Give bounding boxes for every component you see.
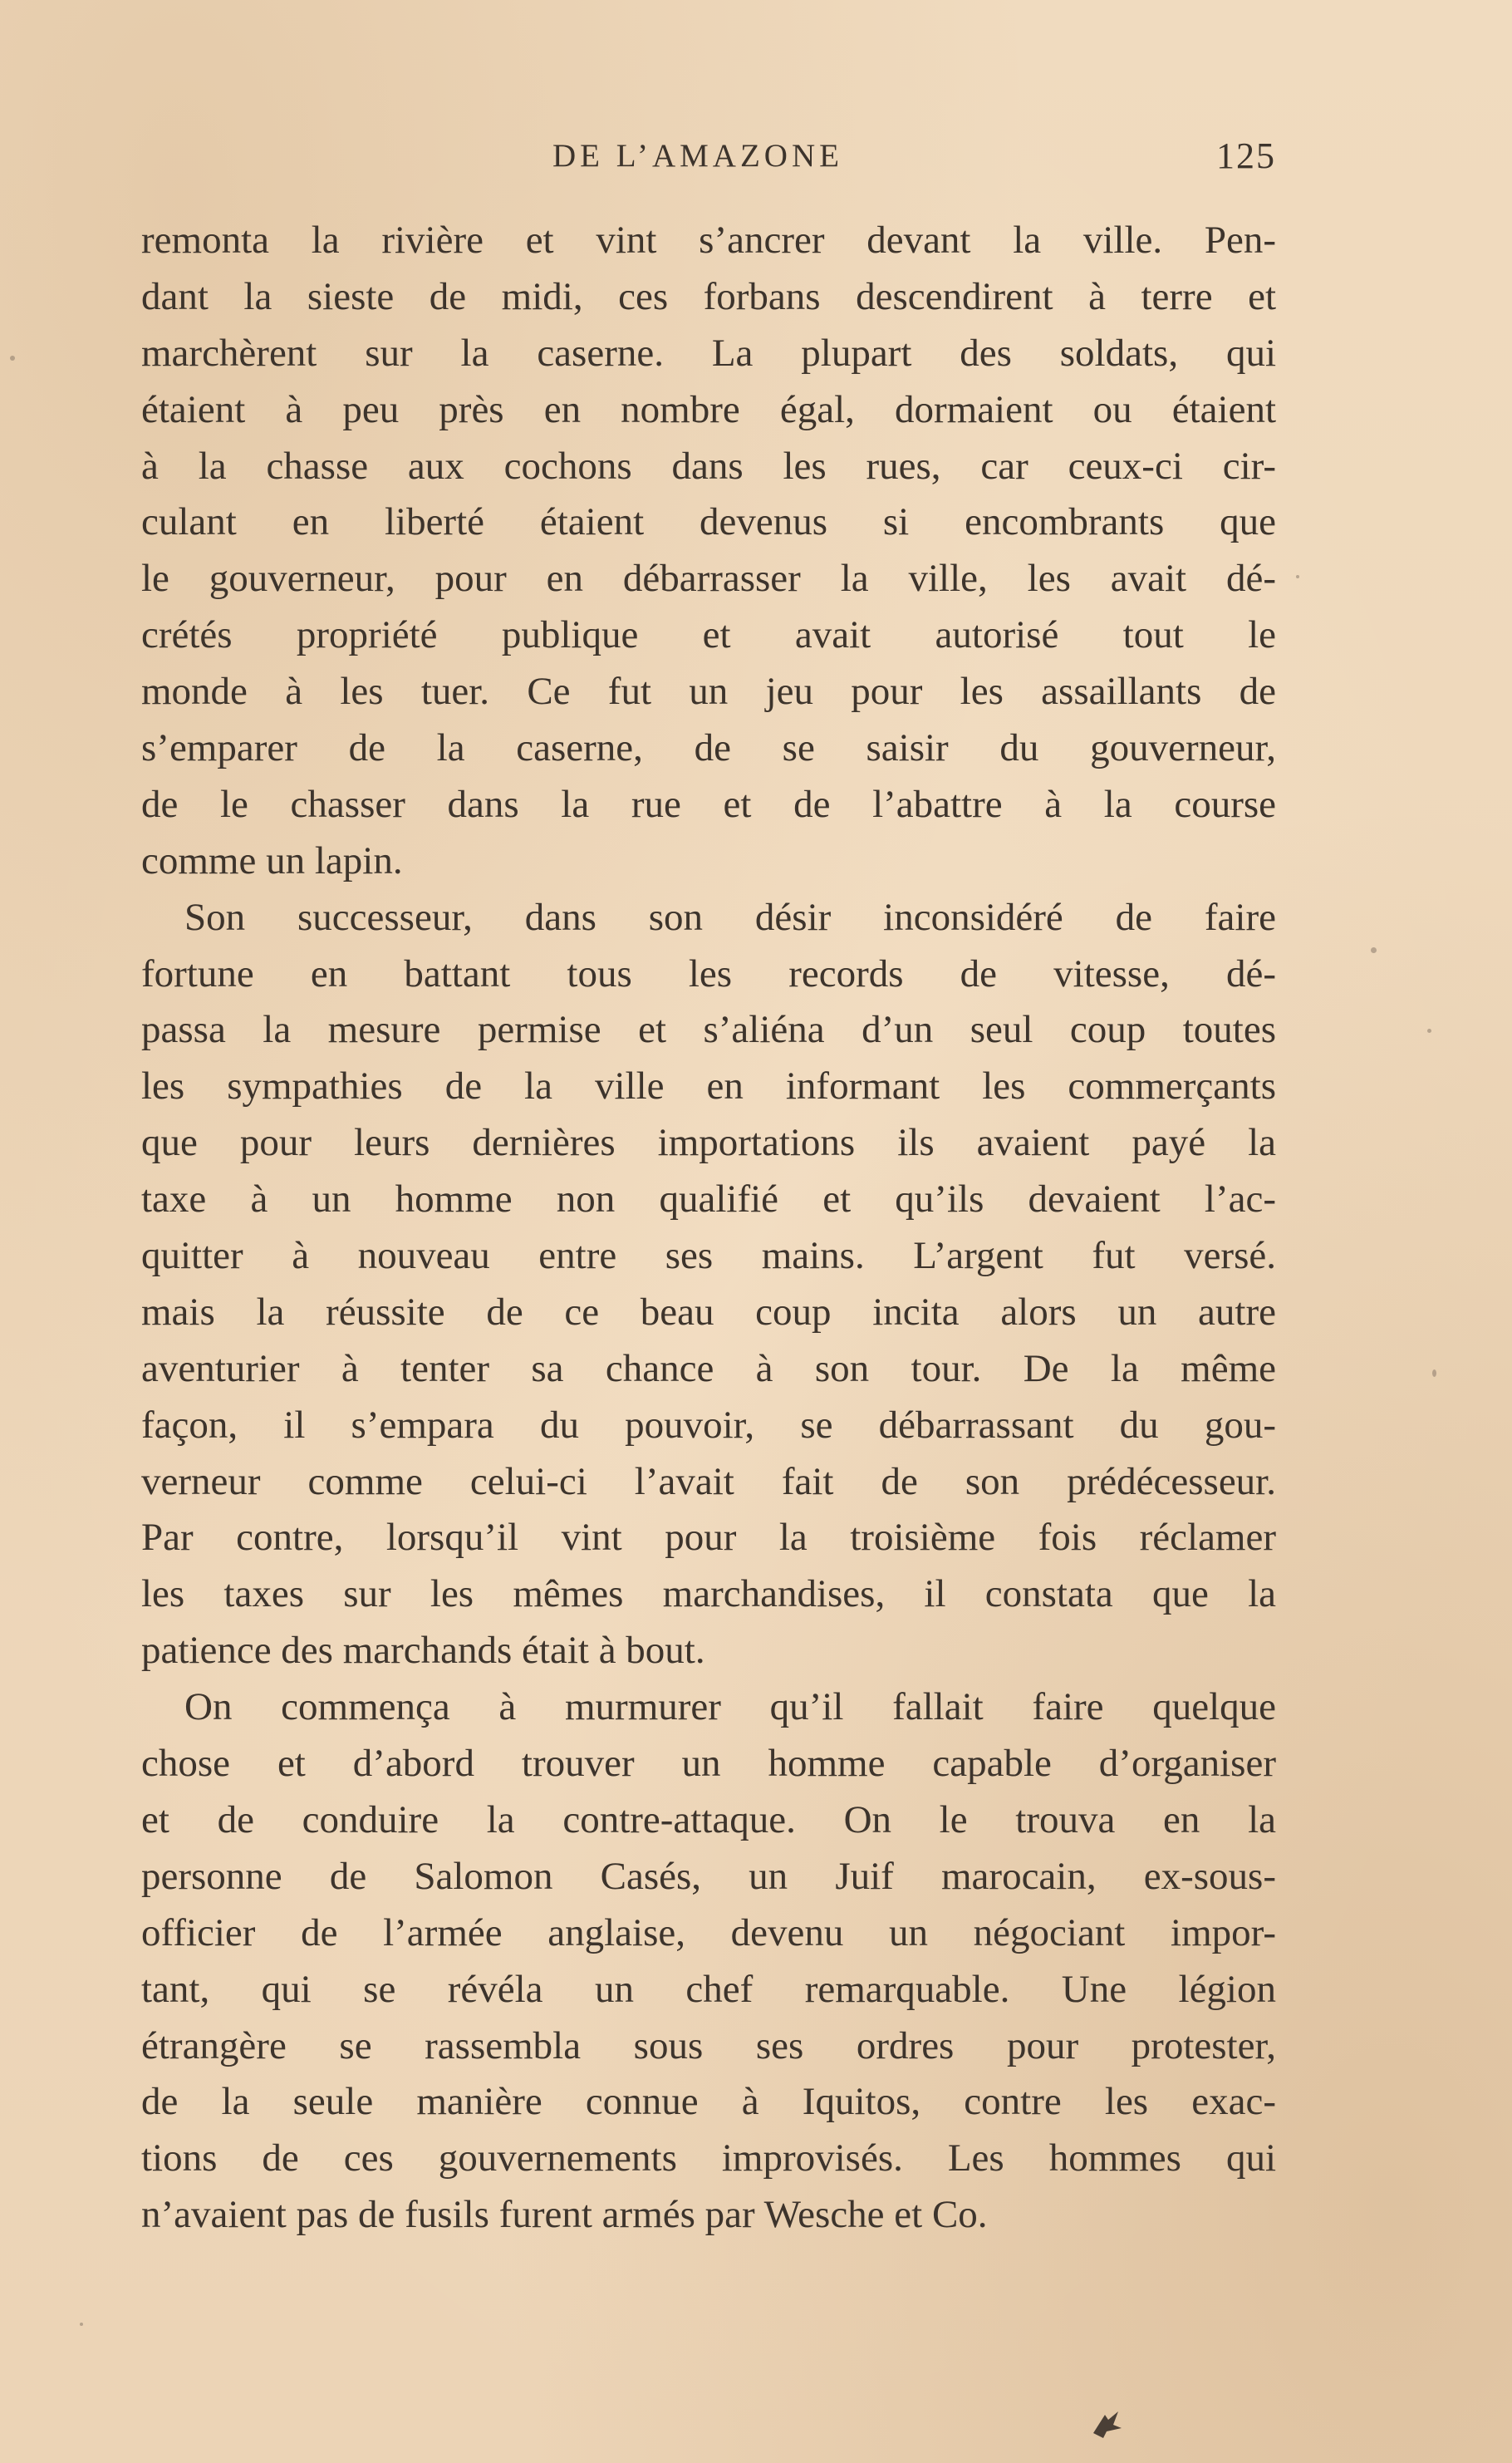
text-line: verneur comme celui-ci l’avait fait de son prédécesseur. <box>141 1459 1276 1503</box>
text-line: étaient à peu près en nombre égal, dormaient ou étaient <box>141 387 1276 431</box>
paragraph <box>141 890 1276 1679</box>
text-line: remonta la rivière et vint s’ancrer devant la ville. Pen- <box>141 219 1276 262</box>
text-line: de la seule manière connue à Iquitos, contre les exac- <box>141 2080 1276 2124</box>
text-line: de le chasser dans la rue et de l’abattre à la course <box>141 782 1276 826</box>
text-line: crétés propriété publique et avait autorisé tout le <box>141 613 1276 657</box>
text-line: aventurier à tenter sa chance à son tour. De la même <box>141 1346 1276 1390</box>
text-line: quitter à nouveau entre ses mains. L’argent fut versé. <box>141 1234 1276 1278</box>
paper-speck <box>1427 1029 1431 1033</box>
text-line: fortune en battant tous les records de vitesse, dé- <box>141 951 1276 996</box>
text-line: tions de ces gouvernements improvisés. Les hommes qui <box>141 2136 1276 2180</box>
text-line: Son successeur, dans son désir inconsidéré de faire <box>184 895 1276 939</box>
paper-speck <box>1371 947 1377 953</box>
text-line: culant en liberté étaient devenus si encombrants que <box>141 500 1276 544</box>
paragraph <box>141 1679 1276 2244</box>
text-line: personne de Salomon Casés, un Juif marocain, ex-sous- <box>141 1854 1276 1898</box>
text-line: façon, il s’empara du pouvoir, se débarrassant du gou- <box>141 1403 1276 1447</box>
paper-speck <box>1432 1369 1436 1377</box>
paragraph <box>141 213 1276 890</box>
text-line: s’emparer de la caserne, de se saisir du gouverneur, <box>141 726 1276 770</box>
paper-speck <box>10 356 15 361</box>
text-line: chose et d’abord trouver un homme capable d’organiser <box>141 1742 1276 1786</box>
text-line: taxe à un homme non qualifié et qu’ils devaient l’ac- <box>141 1177 1276 1222</box>
text-line: comme un lapin. <box>141 838 403 882</box>
paper-speck <box>1296 575 1299 578</box>
text-line: que pour leurs dernières importations ils avaient payé la <box>141 1121 1276 1165</box>
text-line: le gouverneur, pour en débarrasser la ville, les avait dé- <box>141 557 1276 601</box>
text-line: Par contre, lorsqu’il vint pour la troisième fois réclamer <box>141 1516 1276 1560</box>
text-line: et de conduire la contre-attaque. On le trouva en la <box>141 1797 1276 1841</box>
text-line: à la chasse aux cochons dans les rues, car ceux-ci cir- <box>141 444 1276 488</box>
text-line: monde à les tuer. Ce fut un jeu pour les assaillants de <box>141 670 1276 714</box>
text-line: les taxes sur les mêmes marchandises, il constata que la <box>141 1572 1276 1616</box>
text-line: patience des marchands était à bout. <box>141 1629 705 1673</box>
text-line: On commença à murmurer qu’il fallait faire quelque <box>184 1685 1276 1729</box>
text-line: dant la sieste de midi, ces forbans descendirent à terre et <box>141 274 1276 318</box>
page-header <box>141 133 1276 183</box>
text-line: tant, qui se révéla un chef remarquable. Une légion <box>141 1967 1276 2011</box>
body-text <box>141 213 1276 2244</box>
text-line: officier de l’armée anglaise, devenu un négociant impor- <box>141 1910 1276 1954</box>
text-line: passa la mesure permise et s’aliéna d’un seul coup toutes <box>141 1008 1276 1052</box>
running-title: DE L’AMAZONE <box>552 138 843 174</box>
paper-speck <box>80 2323 83 2326</box>
printer-mark-icon <box>1088 2408 1125 2440</box>
text-line: mais la réussite de ce beau coup incita alors un autre <box>141 1290 1276 1334</box>
text-line: étrangère se rassembla sous ses ordres pour protester, <box>141 2023 1276 2067</box>
text-line: n’avaient pas de fusils furent armés par Wesche et Co. <box>141 2193 988 2237</box>
text-line: marchèrent sur la caserne. La plupart des soldats, qui <box>141 331 1276 375</box>
text-line: les sympathies de la ville en informant les commerçants <box>141 1064 1276 1109</box>
page-number: 125 <box>1216 135 1276 176</box>
